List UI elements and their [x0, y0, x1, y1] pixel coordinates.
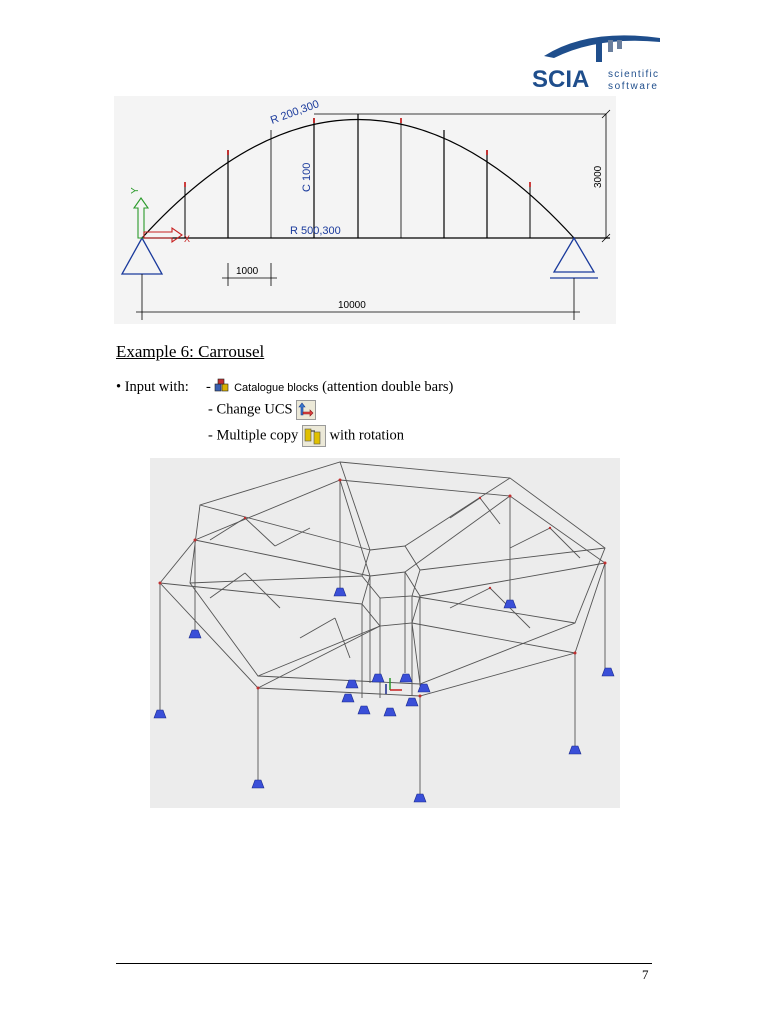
logo-line2: software: [608, 81, 659, 92]
section-heading: Example 6: Carrousel: [116, 342, 265, 361]
top-radius-label: R 200,300: [268, 98, 321, 127]
axis-x-label: X: [184, 234, 191, 244]
spacing-dimension-label: 1000: [236, 266, 259, 277]
bullet: •: [116, 378, 122, 395]
catalogue-blocks-icon: [214, 378, 230, 397]
instruction-line-catalogue: [116, 378, 453, 397]
drawing-background: [114, 96, 616, 324]
catalogue-note: (attention double bars): [322, 378, 454, 395]
page-number: 7: [642, 967, 649, 982]
change-ucs-icon[interactable]: [296, 400, 316, 420]
copy-suffix-text: with rotation: [329, 427, 404, 444]
scia-logo: [528, 30, 668, 96]
height-dimension-label: 3000: [593, 165, 604, 188]
change-ucs-text: - Change UCS: [208, 401, 293, 418]
bottom-radius-label: R 500,300: [290, 225, 341, 237]
catalogue-blocks-button[interactable]: Catalogue blocks: [234, 381, 319, 394]
instruction-line-ucs: [208, 400, 316, 420]
logo-brand: SCIA: [532, 66, 590, 93]
dash: -: [206, 378, 211, 395]
multiple-copy-icon[interactable]: [302, 425, 326, 447]
arch-drawing: [114, 96, 616, 324]
carrousel-3d-model: [150, 458, 620, 808]
input-with-label: Input with:: [124, 378, 189, 395]
footer-rule: [116, 963, 652, 964]
span-dimension-label: 10000: [338, 300, 366, 311]
instruction-line-copy: [208, 425, 404, 447]
column-label: C 100: [301, 162, 313, 192]
logo-line1: scientific: [608, 69, 660, 80]
axis-y-label: Y: [130, 187, 141, 194]
multiple-copy-text: - Multiple copy: [208, 427, 299, 444]
